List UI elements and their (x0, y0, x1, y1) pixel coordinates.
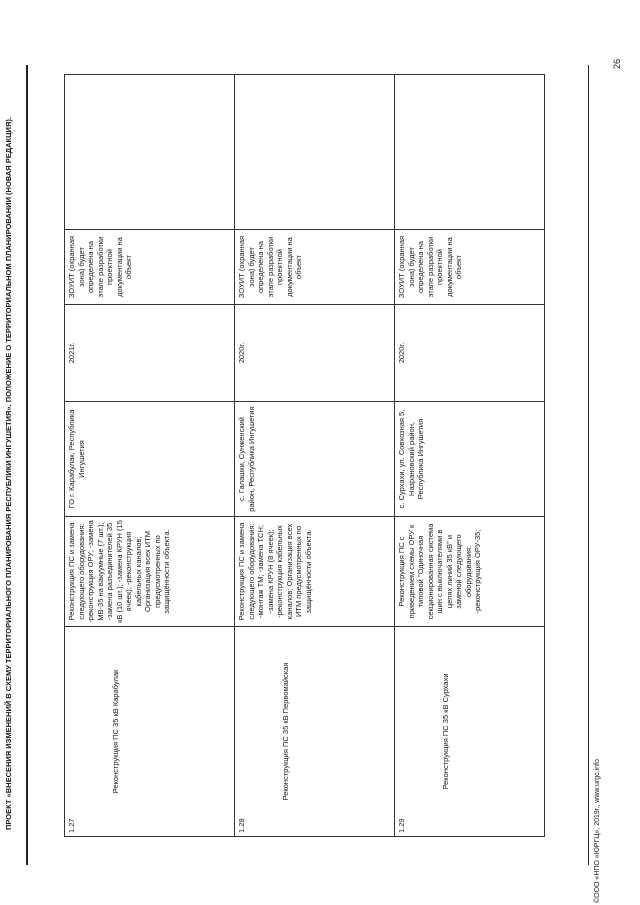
work-description: Реконструкция ПС и замена следующего оборудования: -монтаж ТМ; -замена ТСН; -замена КРУН (8 ячеек); -реконструкция кабельных каналов; Организация всех ИТМ предусмотренных по защищённости объекта. (235, 517, 395, 627)
row-name-cell (235, 627, 395, 837)
footer-rule (588, 65, 589, 865)
header-rule (26, 65, 28, 865)
year: 2020г. (395, 305, 545, 402)
year: 2020г. (235, 305, 395, 402)
page-number: 26 (612, 58, 622, 69)
object-name: Реконструкция ПС 35 кВ Сурхахи (440, 673, 450, 790)
zone: ЗОУИТ (охранная зона) будет определена на этапе разработки проектной документации на объект (65, 230, 235, 305)
location: с. Сурхахи, ул. Совхозная 5, Назрановский район, Республика Ингушетия (395, 402, 545, 517)
footer-copyright: ©ООО «НПО «ЮРГЦ», 2019г., www.urgc.info (594, 759, 601, 903)
zone: ЗОУИТ (охранная зона) будет определена на этапе разработки проектной документации на объект (395, 230, 545, 305)
page-header: ПРОЕКТ «ВНЕСЕНИЯ ИЗМЕНЕНИЙ В СХЕМУ ТЕРРИТОРИАЛЬНОГО ПЛАНИРОВАНИЯ РЕСПУБЛИКИ ИНГУШЕТИЯ». ПОЛОЖЕНИЕ О ТЕРРИТОРИАЛЬНОМ ПЛАНИРОВАНИИ (НОВАЯ РЕДАКЦИЯ). (4, 117, 13, 830)
work-description: Реконструкция ПС и замена следующего оборудования: -реконструкция ОРУ; -замена МВ-35 на вакуумные (7 шт.); -замена разъединителей 35 кВ (10 шт.); -замена КРУН (15 ячеек); -реконструкция кабельных каналов; Организация всех ИТМ предусмотренных по защищённости объекта. (65, 517, 235, 627)
row-num: 1.27 (67, 818, 76, 833)
location: с. Галашки, Сунженский район, Республика Ингушетия (235, 402, 395, 517)
work-description: Реконструкция ПС с приведением схемы ОРУ к типовой "Одиночная секционированная система шин с выключателями в цепях линий 35 кВ" и заменой следующего оборудования: -реконструкция ОРУ-35; (395, 517, 545, 627)
table-row (235, 75, 395, 837)
table-row (395, 75, 545, 837)
row-num: 1.28 (237, 818, 246, 833)
zone: ЗОУИТ (охранная зона) будет определена на этапе разработки проектной документации на объект (235, 230, 395, 305)
row-num: 1.29 (397, 818, 406, 833)
objects-table (64, 74, 545, 837)
row-name-cell (395, 627, 545, 837)
empty-cell (235, 75, 395, 230)
year: 2021г. (65, 305, 235, 402)
empty-cell (395, 75, 545, 230)
location: ГО г. Карабулак, Республика Ингушетия (65, 402, 235, 517)
table-row (65, 75, 235, 837)
empty-cell (65, 75, 235, 230)
object-name: Реконструкция ПС 35 кВ Карабулак (110, 669, 120, 794)
object-name: Реконструкция ПС 35 кВ Первомайская (280, 662, 290, 801)
row-name-cell (65, 627, 235, 837)
